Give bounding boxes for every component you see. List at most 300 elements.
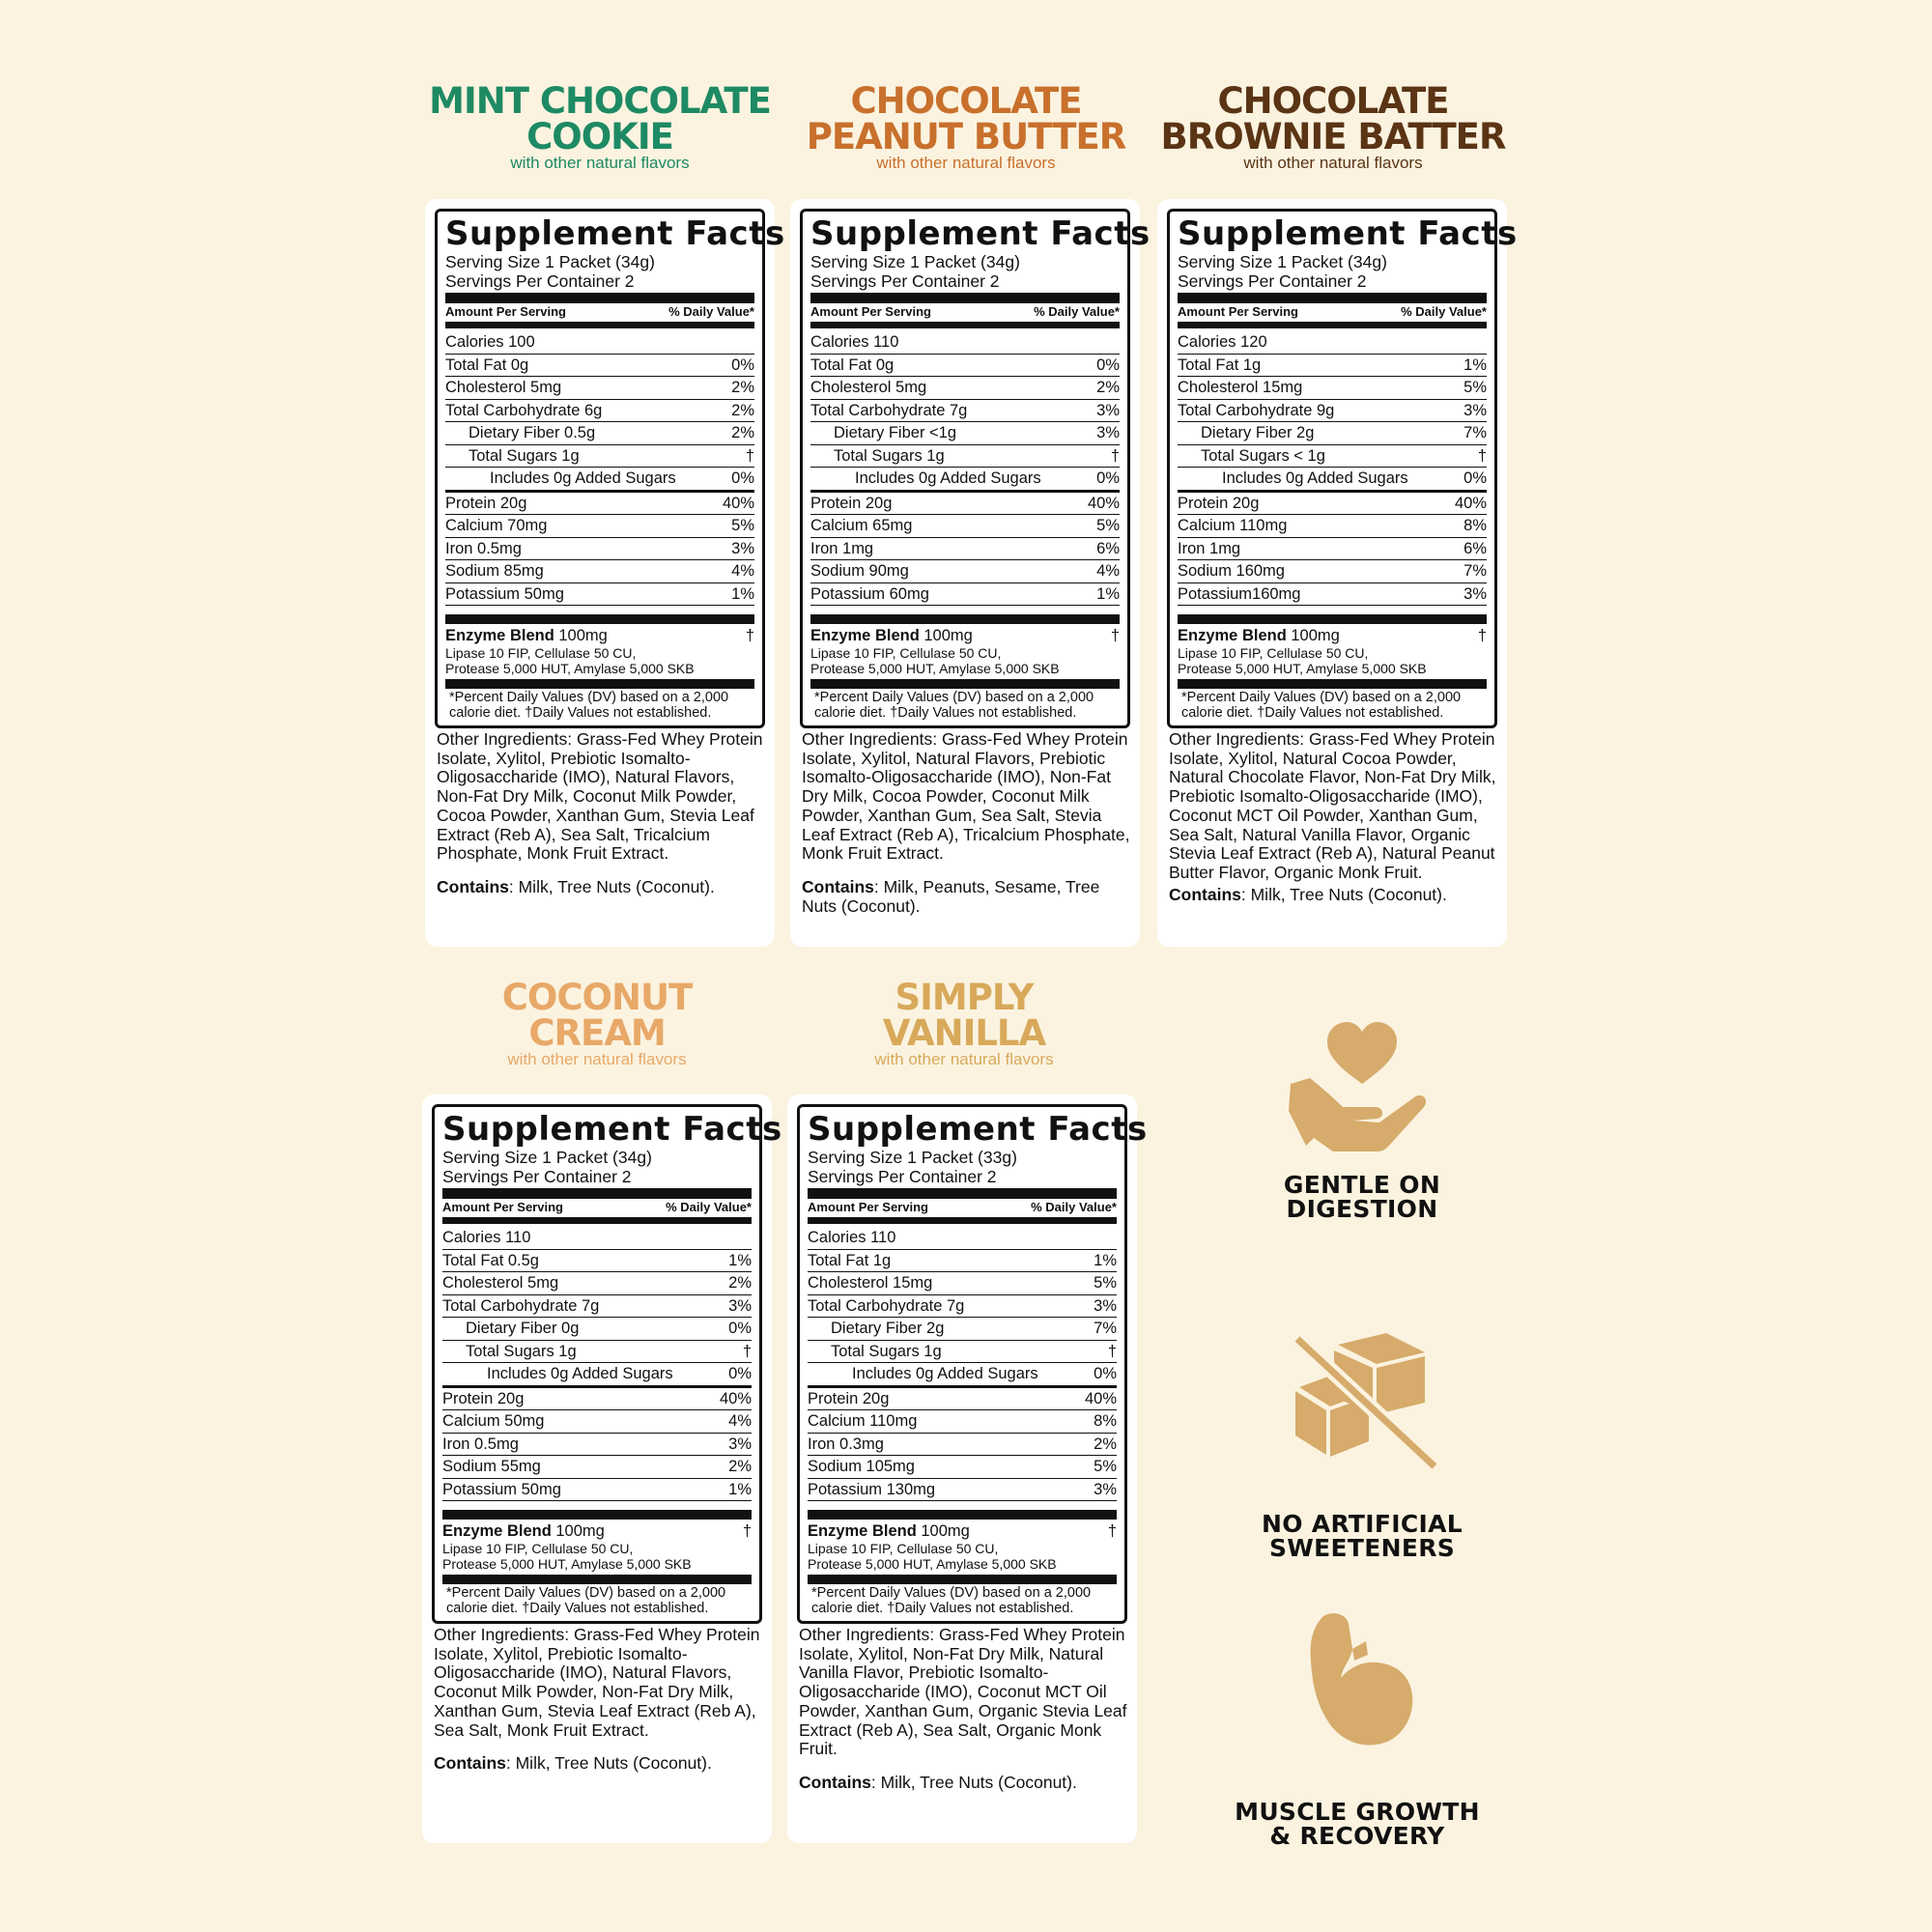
nutrient-row [445, 331, 754, 355]
nutrient-row [442, 1363, 752, 1388]
contains-label: Contains [437, 876, 509, 896]
nutrient-dv: 0% [1094, 1365, 1117, 1382]
nutrient-dv: 2% [728, 1274, 752, 1292]
flavor-title-line-1: CHOCOLATE [850, 80, 1082, 122]
enzyme-amount: 100mg [555, 1522, 605, 1540]
nutrient-row [808, 1250, 1117, 1273]
nutrient-name: Calcium 50mg [442, 1412, 545, 1430]
feature-label-line-1: GENTLE ON [1283, 1171, 1441, 1199]
flexed-arm-icon [1294, 1608, 1420, 1753]
footnote-2: calorie diet. †Daily Values not established. [814, 705, 1077, 721]
nutrient-dv: 2% [731, 379, 754, 396]
nutrient-row [1178, 445, 1487, 469]
flavor-title-line-1: COCONUT [501, 977, 693, 1018]
nutrient-name: Iron 0.5mg [442, 1435, 519, 1453]
allergen-contains [432, 1753, 762, 1773]
nutrient-dv: 0% [731, 355, 754, 374]
nutrient-dv: 0% [1096, 469, 1120, 487]
nutrient-row [445, 515, 754, 538]
nutrient-name: Calories 120 [1178, 333, 1267, 351]
nutrient-row [808, 1410, 1117, 1434]
nutrient-name: Sodium 90mg [810, 562, 909, 580]
nutrient-name: Total Carbohydrate 7g [810, 401, 968, 419]
supplement-facts-panel [432, 1104, 782, 1624]
other-ingredients: Other Ingredients: Grass-Fed Whey Protein Isolate, Xylitol, Natural Cocoa Powder, Natural Chocolate Flavor, Non-Fat Dry Milk, Prebiotic Isomalto-Oligosaccharide (IMO), Coconut MCT Oil Powder, Xanthan Gum, Sea Salt, Natural Vanilla Flavor, Organic Stevia Leaf Extract (Reb A), Natural Peanut Butter Flavor, Organic Monk Fruit. [1169, 729, 1496, 882]
nutrient-row [1178, 331, 1487, 355]
nutrient-name: Sodium 160mg [1178, 562, 1285, 580]
enzyme-dv: † [742, 1522, 752, 1540]
feature-label-line-2: & RECOVERY [1269, 1822, 1445, 1850]
allergen-contains [435, 877, 765, 896]
footnote-1: *Percent Daily Values (DV) based on a 2,000 [449, 690, 729, 705]
nutrient-dv: 2% [728, 1458, 752, 1475]
nutrient-row [442, 1388, 752, 1411]
flavor-heading-brownie [1154, 80, 1512, 172]
contains-label: Contains [799, 1772, 871, 1792]
servings-per-container: Servings Per Container 2 [810, 271, 1000, 291]
amount-per-serving-label: Amount Per Serving [810, 304, 931, 319]
enzyme-dv: † [745, 627, 754, 644]
facts-title: Supplement Facts [445, 214, 785, 253]
enzyme-detail-2: Protease 5,000 HUT, Amylase 5,000 SKB [808, 1556, 1057, 1572]
nutrient-name: Sodium 85mg [445, 562, 544, 580]
nutrient-list [445, 331, 754, 606]
nutrient-row [810, 400, 1120, 423]
facts-title: Supplement Facts [442, 1110, 782, 1149]
medium-rule [808, 1217, 1117, 1224]
servings-per-container: Servings Per Container 2 [442, 1167, 632, 1186]
nutrient-row [808, 1318, 1117, 1341]
nutrient-dv: 1% [1463, 355, 1487, 374]
nutrient-name: Total Fat 1g [808, 1251, 892, 1269]
supplement-card-3 [1157, 199, 1518, 947]
nutrient-row [808, 1479, 1117, 1502]
footnote-1: *Percent Daily Values (DV) based on a 2,000 [811, 1585, 1092, 1601]
nutrient-name: Iron 0.5mg [445, 539, 522, 557]
enzyme-name: Enzyme Blend [810, 627, 920, 644]
nutrient-list [808, 1227, 1117, 1501]
nutrient-dv: † [1110, 446, 1120, 465]
nutrient-row [808, 1341, 1117, 1364]
nutrient-row [810, 445, 1120, 469]
nutrient-row [810, 583, 1120, 607]
enzyme-detail-1: Lipase 10 FIP, Cellulase 50 CU, [442, 1541, 634, 1556]
nutrient-dv: 1% [731, 584, 754, 603]
facts-title: Supplement Facts [808, 1110, 1148, 1149]
feature-label-line-2: SWEETENERS [1268, 1534, 1456, 1562]
nutrient-name: Includes 0g Added Sugars [490, 469, 676, 487]
nutrient-name: Iron 1mg [1178, 539, 1241, 557]
flavor-subtitle: with other natural flavors [507, 1050, 687, 1068]
nutrient-row [1178, 377, 1487, 400]
nutrient-name: Potassium 50mg [445, 584, 564, 603]
nutrient-dv: † [745, 446, 754, 465]
nutrient-row [445, 560, 754, 583]
thick-rule [810, 679, 1120, 689]
nutrient-name: Total Fat 0g [810, 355, 895, 374]
other-ingredients: Other Ingredients: Grass-Fed Whey Protein Isolate, Xylitol, Prebiotic Isomalto-Oligosaccharide (IMO), Natural Flavors, Coconut Milk Powder, Non-Fat Dry Milk, Xanthan Gum, Stevia Leaf Extract (Reb A), Sea Salt, Monk Fruit Extract. [434, 1625, 760, 1740]
nutrient-dv: 4% [1096, 562, 1120, 580]
thick-rule [1178, 679, 1487, 689]
nutrient-row [442, 1410, 752, 1434]
nutrient-name: Calcium 70mg [445, 517, 548, 534]
nutrient-name: Potassium160mg [1178, 584, 1301, 603]
supplement-card-1 [425, 199, 785, 947]
nutrient-row [445, 377, 754, 400]
amount-per-serving-label: Amount Per Serving [808, 1200, 928, 1214]
nutrient-name: Sodium 105mg [808, 1458, 915, 1475]
contains-label: Contains [434, 1753, 506, 1774]
flavor-heading-coconut [418, 977, 776, 1068]
nutrient-name: Protein 20g [808, 1389, 890, 1407]
other-ingredients: Other Ingredients: Grass-Fed Whey Protein Isolate, Xylitol, Non-Fat Dry Milk, Natural Vanilla Flavor, Prebiotic Isomalto-Oligosaccharide (IMO), Coconut MCT Oil Powder, Xanthan Gum, Organic Stevia Leaf Extract (Reb A), Sea Salt, Organic Monk Fruit. [799, 1625, 1127, 1759]
nutrient-name: Dietary Fiber 2g [1201, 424, 1315, 441]
nutrient-row [810, 538, 1120, 561]
nutrient-dv: 6% [1096, 539, 1120, 557]
nutrient-list [442, 1227, 752, 1501]
nutrient-name: Cholesterol 5mg [445, 379, 562, 396]
nutrient-row [808, 1388, 1117, 1411]
nutrient-name: Total Carbohydrate 9g [1178, 401, 1335, 419]
heart-hand-icon [1285, 1014, 1439, 1159]
servings-per-container: Servings Per Container 2 [1178, 271, 1367, 291]
enzyme-name: Enzyme Blend [808, 1522, 917, 1540]
enzyme-blend-row [810, 626, 1120, 645]
nutrient-row [1178, 400, 1487, 423]
nutrient-name: Calories 110 [810, 333, 899, 351]
nutrient-dv: 1% [1094, 1251, 1117, 1269]
enzyme-amount: 100mg [921, 1522, 970, 1540]
nutrient-dv: 4% [728, 1412, 752, 1430]
nutrient-row [810, 331, 1120, 355]
footnote-1: *Percent Daily Values (DV) based on a 2,000 [1181, 690, 1462, 705]
daily-value-label: % Daily Value* [666, 1200, 752, 1214]
thick-rule [445, 679, 754, 689]
nutrient-name: Protein 20g [445, 494, 527, 512]
thick-rule [808, 1575, 1117, 1584]
flavor-title-line-2: CREAM [528, 1012, 666, 1054]
supplement-card-2 [790, 199, 1151, 947]
footnote-2: calorie diet. †Daily Values not established. [449, 705, 712, 721]
flavor-heading-vanilla [785, 977, 1143, 1068]
nutrient-dv: 3% [1463, 401, 1487, 419]
nutrient-name: Calcium 110mg [808, 1412, 918, 1430]
enzyme-detail-1: Lipase 10 FIP, Cellulase 50 CU, [445, 645, 637, 661]
nutrient-name: Includes 0g Added Sugars [487, 1365, 673, 1382]
contains-text: : Milk, Tree Nuts (Coconut). [508, 876, 715, 896]
nutrient-name: Dietary Fiber 2g [831, 1320, 945, 1337]
contains-text: : Milk, Tree Nuts (Coconut). [1240, 884, 1447, 904]
flavor-title-line-1: CHOCOLATE [1217, 80, 1449, 122]
nutrient-dv: 1% [728, 1480, 752, 1498]
thick-rule [1178, 293, 1487, 303]
nutrient-row [808, 1434, 1117, 1457]
footnote-2: calorie diet. †Daily Values not established. [1181, 705, 1444, 721]
thick-rule [442, 1575, 752, 1584]
nutrient-dv: 0% [731, 469, 754, 487]
flavor-subtitle: with other natural flavors [876, 154, 1056, 172]
other-ingredients: Other Ingredients: Grass-Fed Whey Protein Isolate, Xylitol, Natural Flavors, Prebiotic Isomalto-Oligosaccharide (IMO), Non-Fat Dry Milk, Cocoa Powder, Coconut Milk Powder, Xanthan Gum, Sea Salt, Stevia Leaf Extract (Reb A), Tricalcium Phosphate, Monk Fruit Extract. [802, 729, 1130, 864]
footnote-2: calorie diet. †Daily Values not established. [446, 1601, 709, 1616]
nutrient-name: Calcium 110mg [1178, 517, 1288, 534]
nutrient-name: Total Sugars 1g [469, 446, 580, 465]
nutrient-dv: 3% [1463, 584, 1487, 603]
flavor-title-line-2: BROWNIE BATTER [1160, 116, 1506, 157]
nutrient-dv: 3% [1096, 424, 1120, 441]
enzyme-dv: † [1110, 627, 1120, 644]
nutrient-row [810, 355, 1120, 378]
allergen-contains [800, 877, 1130, 916]
nutrient-row [1178, 538, 1487, 561]
nutrient-dv: 8% [1094, 1412, 1117, 1430]
feature-label-line-2: DIGESTION [1286, 1195, 1438, 1223]
nutrient-name: Cholesterol 15mg [1178, 379, 1303, 396]
enzyme-dv: † [1107, 1522, 1117, 1540]
flavor-subtitle: with other natural flavors [510, 154, 690, 172]
nutrient-dv: † [742, 1342, 752, 1360]
facts-title: Supplement Facts [1178, 214, 1518, 253]
amount-per-serving-label: Amount Per Serving [442, 1200, 563, 1214]
servings-per-container: Servings Per Container 2 [445, 271, 635, 291]
nutrient-dv: 40% [719, 1389, 752, 1407]
nutrient-list [810, 331, 1120, 606]
nutrient-dv: 3% [728, 1296, 752, 1315]
medium-rule [1178, 322, 1487, 328]
allergen-contains [797, 1773, 1127, 1792]
feature-label-line-1: NO ARTIFICIAL [1262, 1510, 1463, 1538]
nutrient-dv: 1% [1096, 584, 1120, 603]
nutrient-dv: 2% [1094, 1435, 1117, 1453]
other-ingredients: Other Ingredients: Grass-Fed Whey Protein Isolate, Xylitol, Prebiotic Isomalto-Oligosaccharide (IMO), Natural Flavors, Non-Fat Dry Milk, Coconut Milk Powder, Cocoa Powder, Xanthan Gum, Stevia Leaf Extract (Reb A), Sea Salt, Tricalcium Phosphate, Monk Fruit Extract. [437, 729, 763, 864]
nutrient-row [1178, 468, 1487, 493]
thick-rule [1178, 614, 1487, 624]
enzyme-name: Enzyme Blend [442, 1522, 552, 1540]
nutrient-dv: 5% [1094, 1274, 1117, 1292]
nutrient-name: Total Sugars 1g [466, 1342, 577, 1360]
feature-muscle-growth [1212, 1608, 1502, 1848]
nutrient-row [1178, 422, 1487, 445]
nutrient-dv: 0% [728, 1320, 752, 1337]
nutrient-row [445, 538, 754, 561]
serving-size: Serving Size 1 Packet (33g) [808, 1148, 1017, 1167]
nutrient-dv: 40% [1454, 494, 1487, 512]
nutrient-row [810, 515, 1120, 538]
flavor-title-line-2: PEANUT BUTTER [806, 116, 1126, 157]
nutrient-dv: 5% [1463, 379, 1487, 396]
enzyme-detail-1: Lipase 10 FIP, Cellulase 50 CU, [810, 645, 1002, 661]
supplement-facts-panel [1167, 209, 1518, 728]
nutrient-name: Potassium 50mg [442, 1480, 561, 1498]
nutrient-name: Cholesterol 5mg [810, 379, 927, 396]
nutrient-name: Cholesterol 15mg [808, 1274, 933, 1292]
nutrient-dv: 3% [728, 1435, 752, 1453]
nutrient-row [445, 422, 754, 445]
nutrient-row [442, 1272, 752, 1295]
nutrient-row [442, 1434, 752, 1457]
servings-per-container: Servings Per Container 2 [808, 1167, 997, 1186]
nutrient-row [1178, 355, 1487, 378]
nutrient-row [808, 1295, 1117, 1319]
enzyme-detail-2: Protease 5,000 HUT, Amylase 5,000 SKB [442, 1556, 692, 1572]
thick-rule [445, 614, 754, 624]
amount-header [1178, 304, 1487, 320]
nutrient-name: Total Fat 0g [445, 355, 529, 374]
contains-label: Contains [802, 876, 874, 896]
nutrient-dv: 3% [1094, 1480, 1117, 1498]
nutrient-row [442, 1227, 752, 1250]
nutrient-name: Includes 0g Added Sugars [855, 469, 1041, 487]
nutrient-row [445, 493, 754, 516]
supplement-card-5 [787, 1094, 1148, 1843]
nutrient-row [810, 377, 1120, 400]
nutrient-name: Total Carbohydrate 7g [808, 1296, 965, 1315]
enzyme-name: Enzyme Blend [445, 627, 554, 644]
nutrient-row [442, 1250, 752, 1273]
nutrient-name: Calories 110 [808, 1229, 896, 1246]
serving-size: Serving Size 1 Packet (34g) [445, 252, 655, 271]
flavor-title-line-2: VANILLA [882, 1012, 1046, 1054]
nutrient-dv: 0% [1463, 469, 1487, 487]
nutrient-name: Protein 20g [810, 494, 893, 512]
nutrient-list [1178, 331, 1487, 606]
footnote-1: *Percent Daily Values (DV) based on a 2,000 [446, 1585, 726, 1601]
daily-value-label: % Daily Value* [1034, 304, 1120, 319]
enzyme-amount: 100mg [923, 627, 973, 644]
nutrient-name: Includes 0g Added Sugars [852, 1365, 1038, 1382]
nutrient-name: Total Carbohydrate 7g [442, 1296, 600, 1315]
nutrient-dv: 0% [1096, 355, 1120, 374]
nutrient-name: Total Carbohydrate 6g [445, 401, 603, 419]
allergen-contains [1167, 885, 1497, 904]
flavor-subtitle: with other natural flavors [1243, 154, 1423, 172]
nutrient-name: Dietary Fiber <1g [834, 424, 957, 441]
nutrient-dv: 2% [731, 424, 754, 441]
nutrient-name: Sodium 55mg [442, 1458, 541, 1475]
flavor-heading-mint [421, 80, 779, 172]
nutrient-row [808, 1363, 1117, 1388]
enzyme-blend-row [1178, 626, 1487, 645]
nutrient-name: Total Fat 0.5g [442, 1251, 539, 1269]
feature-gentle-digestion [1217, 1014, 1507, 1221]
nutrient-name: Iron 0.3mg [808, 1435, 884, 1453]
nutrient-dv: 6% [1463, 539, 1487, 557]
enzyme-blend-row [442, 1521, 752, 1541]
nutrient-dv: 4% [731, 562, 754, 580]
nutrient-row [810, 493, 1120, 516]
nutrient-row [1178, 583, 1487, 607]
thick-rule [442, 1188, 752, 1199]
nutrient-row [810, 422, 1120, 445]
nutrient-dv: 40% [722, 494, 754, 512]
nutrient-dv: 1% [728, 1251, 752, 1269]
amount-header [445, 304, 754, 320]
nutrient-dv: 2% [1096, 379, 1120, 396]
supplement-facts-panel [435, 209, 785, 728]
nutrient-name: Iron 1mg [810, 539, 874, 557]
nutrient-name: Total Sugars 1g [831, 1342, 942, 1360]
supplement-facts-panel [800, 209, 1151, 728]
contains-text: : Milk, Tree Nuts (Coconut). [870, 1772, 1077, 1792]
nutrient-name: Potassium 60mg [810, 584, 929, 603]
nutrient-dv: 0% [728, 1365, 752, 1382]
nutrient-row [445, 400, 754, 423]
nutrient-name: Total Sugars < 1g [1201, 446, 1325, 465]
nutrient-dv: 5% [1094, 1458, 1117, 1475]
serving-size: Serving Size 1 Packet (34g) [810, 252, 1020, 271]
nutrient-name: Calories 110 [442, 1229, 531, 1246]
nutrient-name: Calcium 65mg [810, 517, 913, 534]
enzyme-dv: † [1477, 627, 1487, 644]
nutrient-name: Cholesterol 5mg [442, 1274, 559, 1292]
footnote-1: *Percent Daily Values (DV) based on a 2,000 [814, 690, 1094, 705]
amount-per-serving-label: Amount Per Serving [1178, 304, 1298, 319]
medium-rule [810, 322, 1120, 328]
enzyme-detail-2: Protease 5,000 HUT, Amylase 5,000 SKB [445, 661, 695, 676]
nutrient-row [442, 1318, 752, 1341]
nutrient-dv: 7% [1094, 1320, 1117, 1337]
enzyme-amount: 100mg [1291, 627, 1340, 644]
flavor-title-line-1: MINT CHOCOLATE [429, 80, 771, 122]
contains-label: Contains [1169, 884, 1241, 904]
nutrient-row [445, 583, 754, 607]
nutrient-name: Dietary Fiber 0g [466, 1320, 580, 1337]
nutrient-name: Total Sugars 1g [834, 446, 945, 465]
nutrient-dv: 3% [731, 539, 754, 557]
contains-text: : Milk, Peanuts, Sesame, Tree Nuts (Coconut). [802, 876, 1100, 916]
amount-header [810, 304, 1120, 320]
enzyme-blend-row [445, 626, 754, 645]
nutrient-row [442, 1479, 752, 1502]
feature-label-line-1: MUSCLE GROWTH [1235, 1798, 1480, 1826]
nutrient-name: Potassium 130mg [808, 1480, 936, 1498]
nutrient-dv: 5% [731, 517, 754, 534]
enzyme-detail-1: Lipase 10 FIP, Cellulase 50 CU, [808, 1541, 999, 1556]
nutrient-name: Calories 100 [445, 333, 535, 351]
nutrient-row [808, 1272, 1117, 1295]
nutrient-row [445, 468, 754, 493]
nutrient-row [810, 468, 1120, 493]
nutrient-name: Dietary Fiber 0.5g [469, 424, 596, 441]
nutrient-row [808, 1227, 1117, 1250]
supplement-facts-panel [797, 1104, 1148, 1624]
amount-per-serving-label: Amount Per Serving [445, 304, 566, 319]
nutrient-row [442, 1341, 752, 1364]
enzyme-detail-2: Protease 5,000 HUT, Amylase 5,000 SKB [810, 661, 1060, 676]
flavor-subtitle: with other natural flavors [874, 1050, 1054, 1068]
facts-title: Supplement Facts [810, 214, 1151, 253]
nutrient-row [808, 1456, 1117, 1479]
nutrient-dv: † [1477, 446, 1487, 465]
nutrient-dv: 3% [1094, 1296, 1117, 1315]
feature-no-artificial-sweeteners [1217, 1333, 1507, 1560]
serving-size: Serving Size 1 Packet (34g) [1178, 252, 1387, 271]
daily-value-label: % Daily Value* [1031, 1200, 1117, 1214]
flavor-title-line-1: SIMPLY [895, 977, 1034, 1018]
thick-rule [808, 1510, 1117, 1520]
nutrient-name: Includes 0g Added Sugars [1222, 469, 1408, 487]
serving-size: Serving Size 1 Packet (34g) [442, 1148, 652, 1167]
nutrient-name: Total Fat 1g [1178, 355, 1262, 374]
nutrient-dv: 40% [1087, 494, 1120, 512]
flavor-title-line-2: COOKIE [526, 116, 673, 157]
nutrient-dv: 2% [731, 401, 754, 419]
thick-rule [810, 293, 1120, 303]
enzyme-blend-row [808, 1521, 1117, 1541]
nutrient-name: Protein 20g [1178, 494, 1260, 512]
no-sugar-cubes-icon [1280, 1333, 1444, 1473]
thick-rule [810, 614, 1120, 624]
nutrient-name: Protein 20g [442, 1389, 525, 1407]
